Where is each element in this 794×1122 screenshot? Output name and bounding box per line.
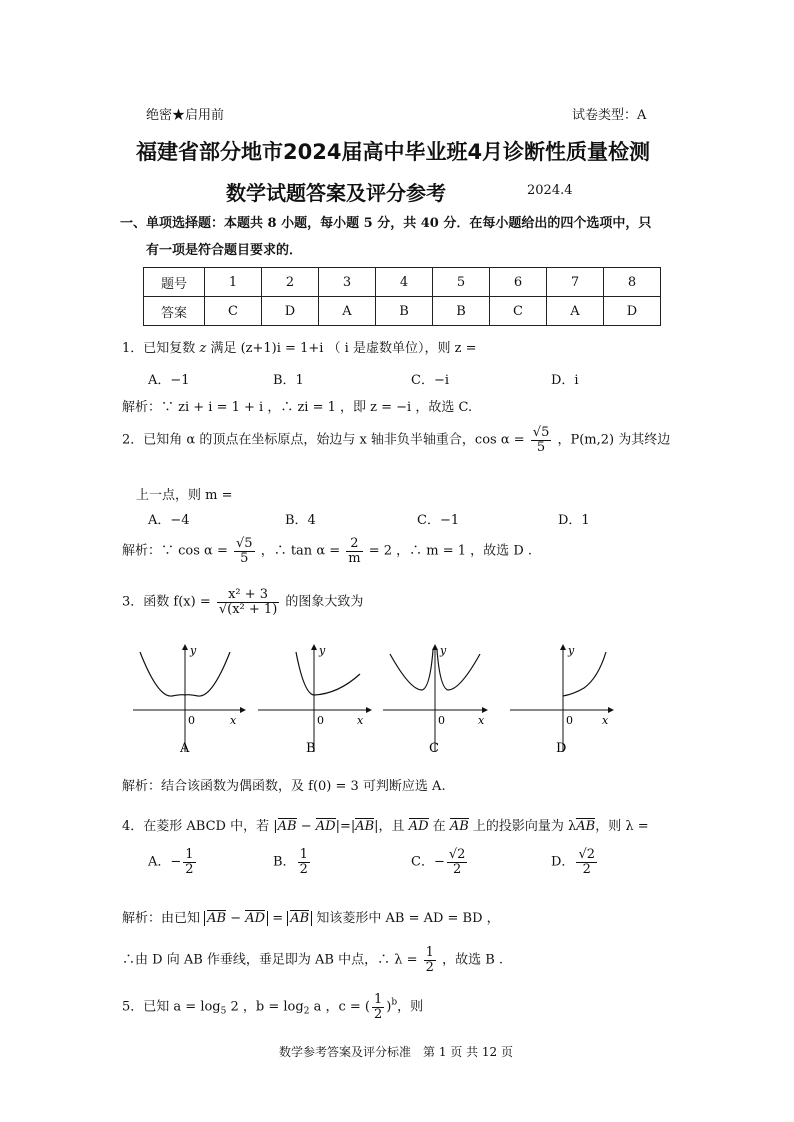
confidential-tag: 绝密★启用前 [146, 108, 225, 123]
question-4-stem: 4．在菱形 ABCD 中，若 |AB − AD|=|AB|，且 AD 在 AB 上的投影向量为 λAB，则 λ = [122, 819, 649, 834]
graph-label: A [180, 741, 190, 756]
graph-b [258, 644, 372, 756]
table-cell: 3 [319, 268, 376, 297]
table-cell: C [490, 297, 547, 326]
axis-x-label: x [478, 714, 485, 727]
axis-x-label: x [602, 714, 609, 727]
question-2-stem-cont: 上一点，则 m = [136, 488, 233, 503]
axis-x-label: x [230, 714, 237, 727]
page-footer: 数学参考答案及评分标准 第 1 页 共 12 页 [279, 1045, 513, 1059]
axis-y-label: y [319, 644, 326, 657]
table-cell: 4 [376, 268, 433, 297]
axis-x-label: x [357, 714, 364, 727]
option-d: D．1 [558, 513, 590, 528]
question-3-solution: 解析：结合该函数为偶函数，及 f(0) = 3 可判断应选 A. [122, 779, 446, 794]
table-row-questions [144, 268, 661, 297]
table-cell: C [205, 297, 262, 326]
question-2-solution: 解析：∵ cos α = $\frac{√5}{5}$ ，∴ tan α = $\frac{2}{m}$ = 2 ，∴ m = 1 ，故选 D . [122, 536, 533, 566]
option-c: C．−i [411, 373, 449, 388]
table-cell: D [604, 297, 661, 326]
graph-label: D [556, 741, 567, 756]
question-2-stem: 2．已知角 α 的顶点在坐标原点，始边与 x 轴非负半轴重合，cos α = $\frac{√5}{5}$ ，P(m,2) 为其终边 [122, 425, 671, 455]
question-4-solution-2: ∴由 D 向 AB 作垂线，垂足即为 AB 中点，∴ λ = $\frac{1}{2}$ ，故选 B . [122, 945, 504, 975]
origin-label: 0 [438, 714, 445, 727]
table-cell: 5 [433, 268, 490, 297]
origin-label: 0 [566, 714, 573, 727]
table-cell: B [433, 297, 490, 326]
axis-y-label: y [440, 644, 447, 657]
table-cell: 6 [490, 268, 547, 297]
table-cell: D [262, 297, 319, 326]
table-cell: 1 [205, 268, 262, 297]
option-c: C．− $\frac{√2}{2}$ [411, 847, 466, 877]
question-3-stem: 3．函数 f(x) = $\frac{\text{x² + 3}}{\text{√(x² + 1)}}$ 的图象大致为 [122, 587, 364, 617]
page-title: 福建省部分地市2024届高中毕业班4月诊断性质量检测 [136, 140, 651, 164]
table-cell: A [319, 297, 376, 326]
graph-a [133, 644, 246, 756]
graph-label: B [306, 741, 316, 756]
option-a: A．− $\frac{1}{2}$ [148, 847, 194, 877]
option-d: D．i [551, 373, 579, 388]
option-a: A．−1 [148, 373, 190, 388]
page-subtitle: 数学试题答案及评分参考 [226, 181, 446, 205]
exam-date: 2024.4 [527, 183, 573, 198]
option-b: B．4 [285, 513, 316, 528]
table-header-cell: 题号 [144, 268, 205, 297]
graph-label: C [429, 741, 439, 756]
table-cell: A [547, 297, 604, 326]
section-heading: 一、单项选择题：本题共 8 小题，每小题 5 分，共 40 分．在每小题给出的四个选项中，只 [120, 216, 652, 231]
table-cell: 8 [604, 268, 661, 297]
function-graphs [128, 640, 628, 758]
table-row-answers [144, 297, 661, 326]
origin-label: 0 [188, 714, 195, 727]
question-1-solution: 解析：∵ zi + i = 1 + i ，∴ zi = 1 ，即 z = −i ，故选 C. [122, 400, 473, 415]
option-b: B．1 [273, 373, 304, 388]
table-cell: 2 [262, 268, 319, 297]
table-cell: B [376, 297, 433, 326]
table-cell: 7 [547, 268, 604, 297]
axis-y-label: y [190, 644, 197, 657]
axis-y-label: y [568, 644, 575, 657]
option-d: D． $\frac{√2}{2}$ [551, 847, 595, 877]
paper-type-tag: 试卷类型：A [572, 108, 647, 123]
graph-c [383, 644, 488, 756]
question-5-stem: 5．已知 $a = \log_5 2$ ，$b = \log_2 a$ ，c = ( $\frac{1}{2}$ )$^b$，则 [122, 992, 424, 1022]
origin-label: 0 [317, 714, 324, 727]
option-a: A．−4 [148, 513, 190, 528]
question-4-solution-1: 解析：由已知 AB − AD = AB 知该菱形中 AB = AD = BD ， [122, 911, 500, 926]
graph-d [510, 644, 614, 756]
section-heading-cont: 有一项是符合题目要求的． [146, 243, 303, 258]
question-1-stem: 1．已知复数 z 满足 (z+1)i = 1+i （ i 是虚数单位），则 z = [122, 341, 477, 356]
option-b: B． $\frac{1}{2}$ [273, 847, 308, 877]
table-header-cell: 答案 [144, 297, 205, 326]
answer-table [143, 267, 661, 326]
option-c: C．−1 [417, 513, 460, 528]
